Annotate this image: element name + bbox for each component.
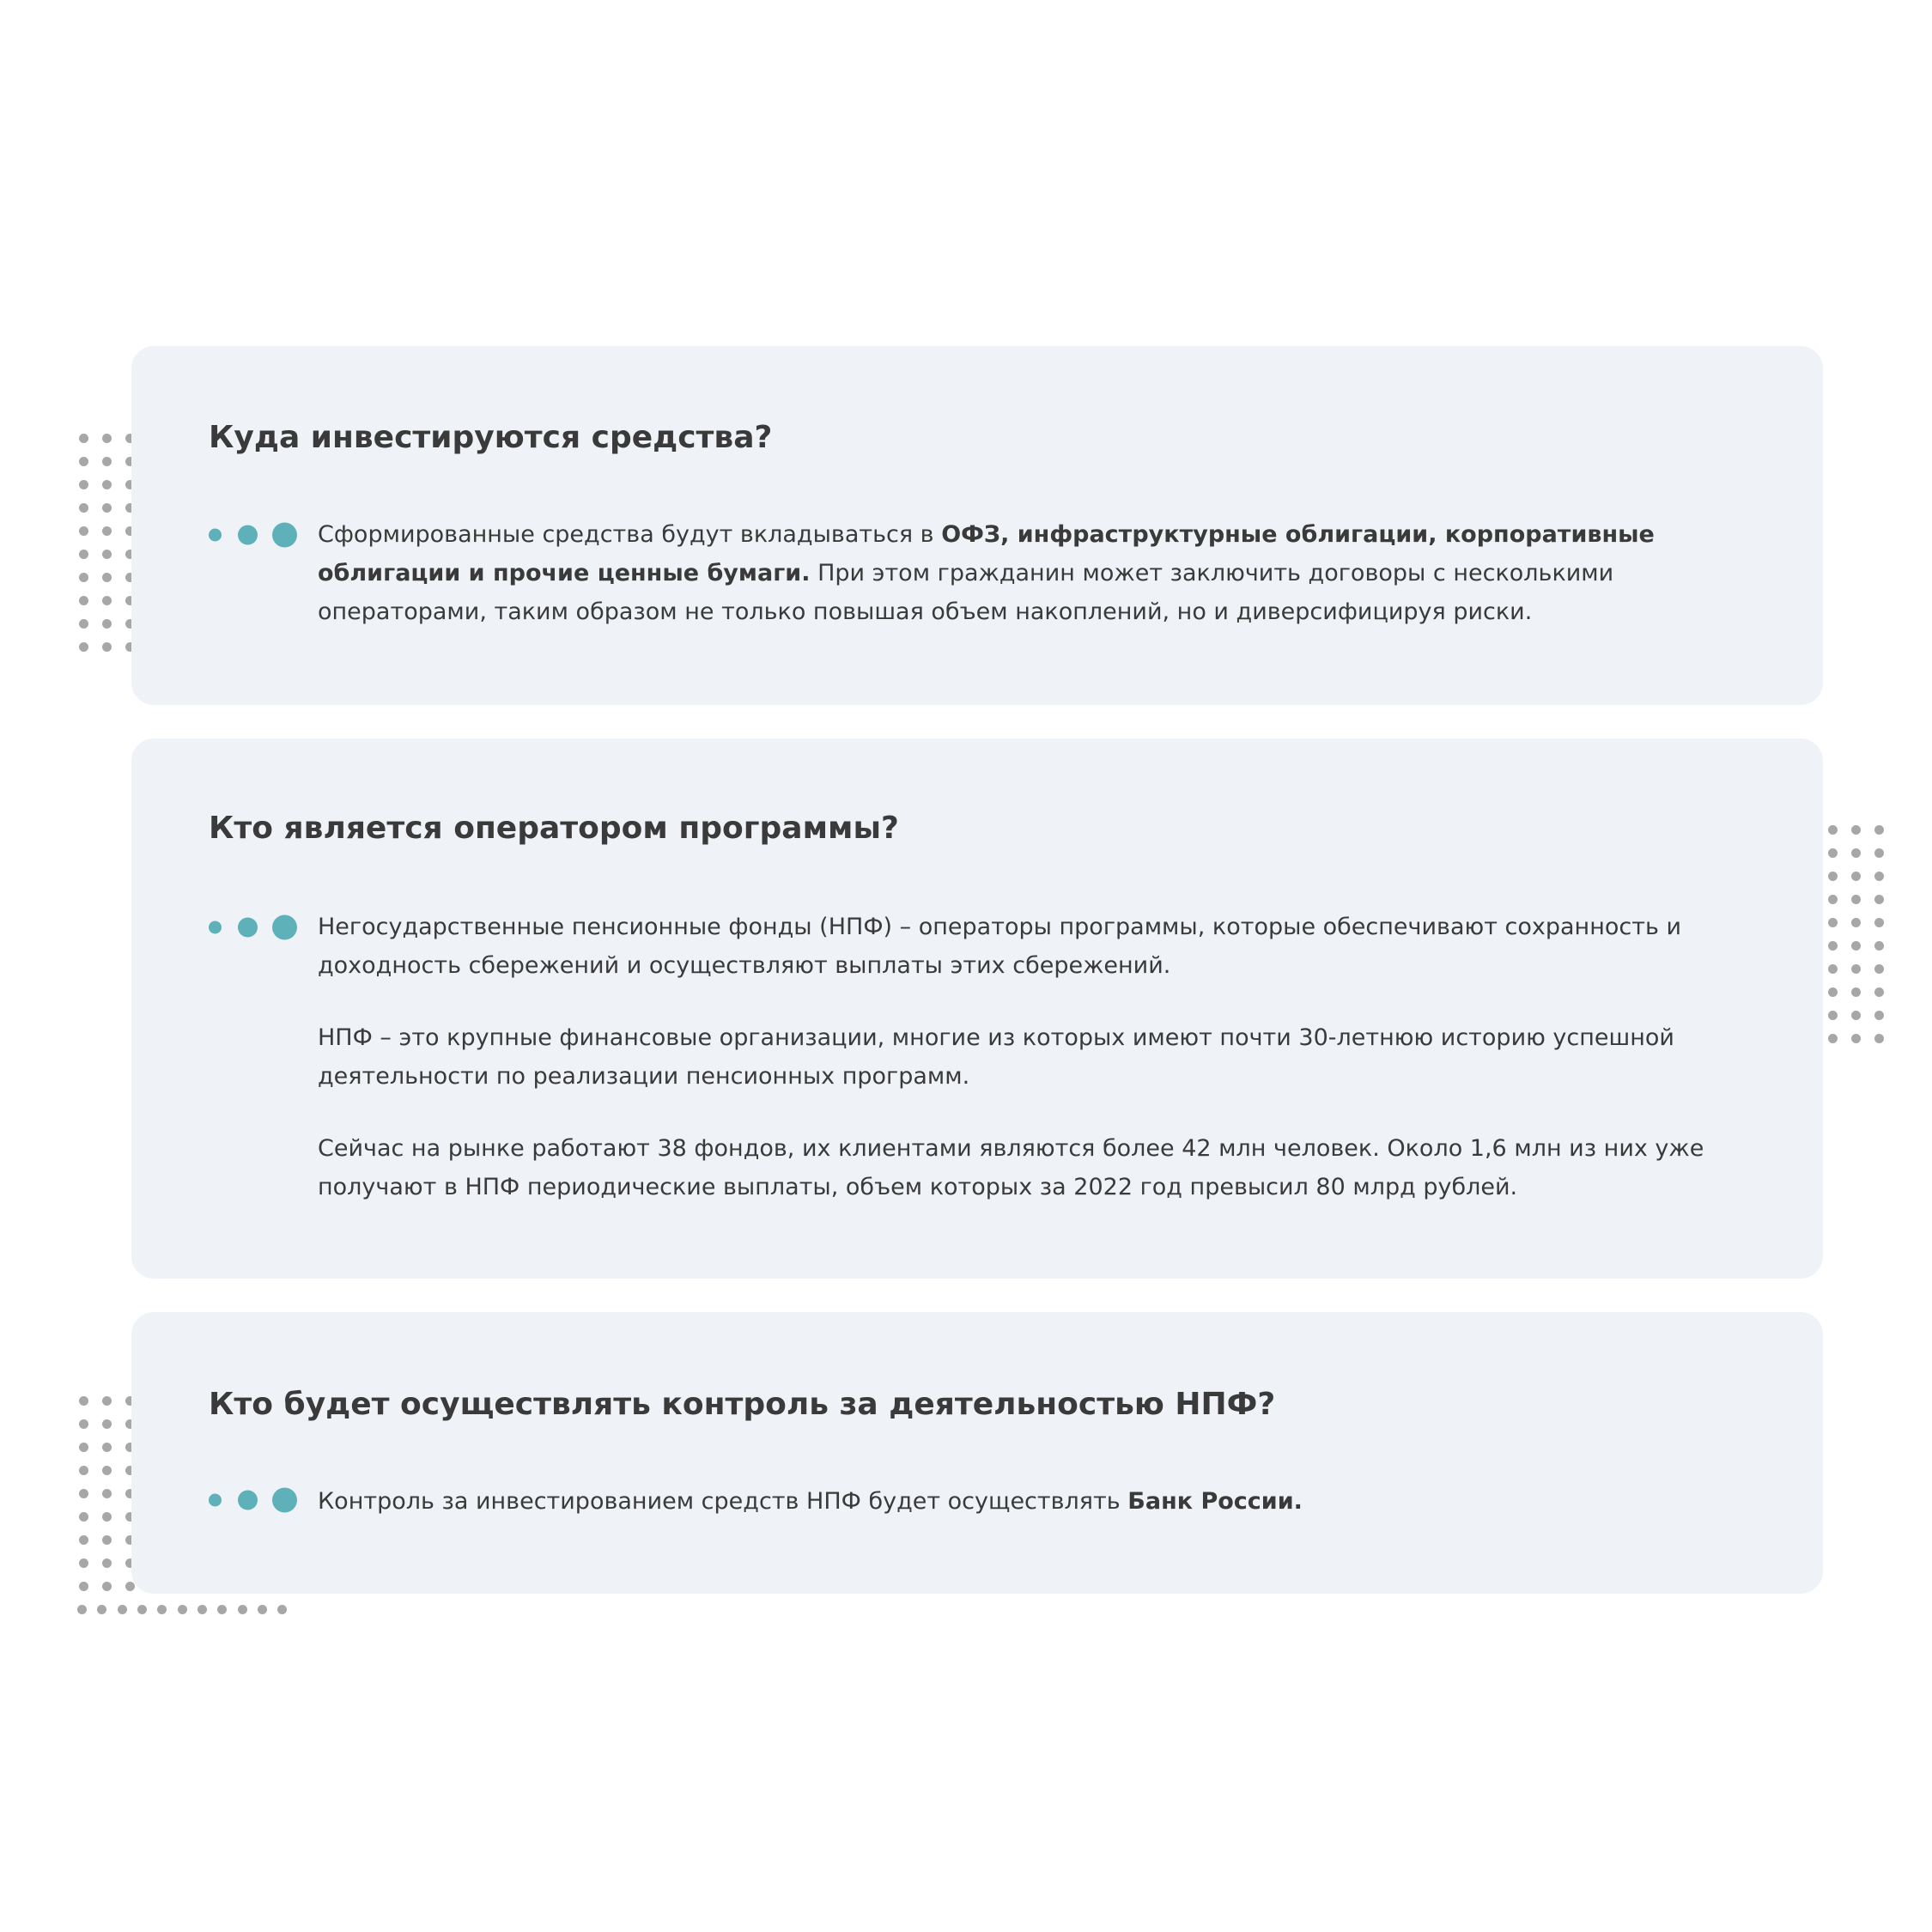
decor-dot <box>95 589 118 612</box>
three-dots-icon <box>209 521 303 549</box>
dot-grid-decoration-bottom-row <box>72 1598 292 1621</box>
decor-dot <box>152 1598 172 1621</box>
decor-dot <box>72 1413 95 1436</box>
decor-dot <box>72 1528 95 1552</box>
decor-dot <box>95 1413 118 1436</box>
decor-dot <box>95 519 118 543</box>
decor-dot <box>1868 1027 1891 1050</box>
decor-dot <box>72 589 95 612</box>
decor-dot <box>1844 888 1868 911</box>
decor-dot <box>72 519 95 543</box>
decor-dot <box>1844 981 1868 1004</box>
decor-dot <box>1821 957 1844 981</box>
decor-dot <box>95 612 118 635</box>
decor-dot <box>252 1598 272 1621</box>
decor-dot <box>72 1575 95 1598</box>
decor-dot <box>95 1482 118 1505</box>
decor-dot <box>72 566 95 589</box>
body-paragraph: Контроль за инвестированием средств НПФ будет осуществлять Банк России. <box>318 1488 1303 1515</box>
decor-dot <box>95 1436 118 1459</box>
decor-dot <box>232 1598 252 1621</box>
card-title: Кто будет осуществлять контроль за деятельностью НПФ? <box>209 1387 1276 1422</box>
decor-dot <box>1844 1004 1868 1027</box>
decor-dot <box>72 1436 95 1459</box>
decor-dot <box>1821 1004 1844 1027</box>
decor-dot <box>95 496 118 519</box>
decor-dot <box>95 427 118 450</box>
decor-dot <box>1821 865 1844 888</box>
body-paragraph: НПФ – это крупные финансовые организации, многие из которых имеют почти 30-летнюю историю успешной деятельности по реализации пенсионных программ. <box>318 1024 1674 1090</box>
decor-dot <box>95 635 118 659</box>
decor-dot <box>95 1389 118 1413</box>
decor-dot <box>1868 841 1891 865</box>
decor-dot <box>212 1598 232 1621</box>
decor-dot <box>95 1505 118 1528</box>
dot-grid-decoration-right <box>1821 818 1891 1050</box>
decor-dot <box>95 450 118 473</box>
decor-dot <box>95 1575 118 1598</box>
decor-dot <box>72 635 95 659</box>
decor-dot <box>1844 841 1868 865</box>
decor-dot <box>1821 981 1844 1004</box>
decor-dot <box>1868 1004 1891 1027</box>
body-paragraph: Сформированные средства будут вкладываться в ОФЗ, инфраструктурные облигации, корпоративные облигации и прочие ценные бумаги. При этом гражданин может заключить договоры с несколькими операторами, таким образом не только повышая объем накоплений, но и диверсифицируя риски. <box>318 521 1655 625</box>
decor-dot <box>1868 911 1891 934</box>
body-paragraph: Негосударственные пенсионные фонды (НПФ) – операторы программы, которые обеспечивают сохранность и доходность сбережений и осуществляют выплаты этих сбережений. <box>318 914 1681 979</box>
decor-dot <box>272 1598 292 1621</box>
decor-dot <box>1868 957 1891 981</box>
faq-card-control <box>131 1312 1823 1594</box>
decor-dot <box>72 473 95 496</box>
decor-dot <box>72 1389 95 1413</box>
decor-dot <box>72 1598 92 1621</box>
card-body <box>318 908 1760 1206</box>
decor-dot <box>72 1552 95 1575</box>
decor-dot <box>1868 865 1891 888</box>
card-title: Кто является оператором программы? <box>209 811 899 846</box>
decor-dot <box>72 612 95 635</box>
three-dots-icon <box>209 914 303 941</box>
decor-dot <box>192 1598 212 1621</box>
decor-dot <box>95 1528 118 1552</box>
decor-dot <box>1868 888 1891 911</box>
decor-dot <box>1844 957 1868 981</box>
card-title: Куда инвестируются средства? <box>209 420 773 455</box>
decor-dot <box>1844 1027 1868 1050</box>
decor-dot <box>95 473 118 496</box>
decor-dot <box>95 566 118 589</box>
decor-dot <box>72 1482 95 1505</box>
decor-dot <box>72 1505 95 1528</box>
decor-dot <box>1821 1027 1844 1050</box>
decor-dot <box>1868 981 1891 1004</box>
decor-dot <box>1868 934 1891 957</box>
decor-dot <box>1844 818 1868 841</box>
decor-dot <box>1844 911 1868 934</box>
decor-dot <box>172 1598 191 1621</box>
decor-dot <box>1821 818 1844 841</box>
bold-text: ОФЗ, инфраструктурные облигации, корпоративные облигации и прочие ценные бумаги. <box>318 521 1655 586</box>
decor-dot <box>72 1459 95 1482</box>
decor-dot <box>95 543 118 566</box>
decor-dot <box>72 496 95 519</box>
faq-card-operator <box>131 738 1823 1279</box>
decor-dot <box>1868 818 1891 841</box>
card-body <box>318 515 1760 631</box>
decor-dot <box>1844 934 1868 957</box>
decor-dot <box>72 450 95 473</box>
decor-dot <box>1821 934 1844 957</box>
decor-dot <box>72 543 95 566</box>
decor-dot <box>95 1459 118 1482</box>
decor-dot <box>92 1598 112 1621</box>
decor-dot <box>1821 888 1844 911</box>
faq-card-investments <box>131 346 1823 705</box>
decor-dot <box>132 1598 152 1621</box>
decor-dot <box>112 1598 132 1621</box>
body-paragraph: Сейчас на рынке работают 38 фондов, их клиентами являются более 42 млн человек. Около 1,6 млн из них уже получают в НПФ периодические выплаты, объем которых за 2022 год превысил 80 млрд рублей. <box>318 1135 1704 1200</box>
bold-text: Банк России. <box>1127 1488 1303 1515</box>
three-dots-icon <box>209 1486 303 1514</box>
decor-dot <box>1821 841 1844 865</box>
decor-dot <box>95 1552 118 1575</box>
card-body <box>318 1482 1760 1521</box>
decor-dot <box>1844 865 1868 888</box>
decor-dot <box>72 427 95 450</box>
decor-dot <box>1821 911 1844 934</box>
